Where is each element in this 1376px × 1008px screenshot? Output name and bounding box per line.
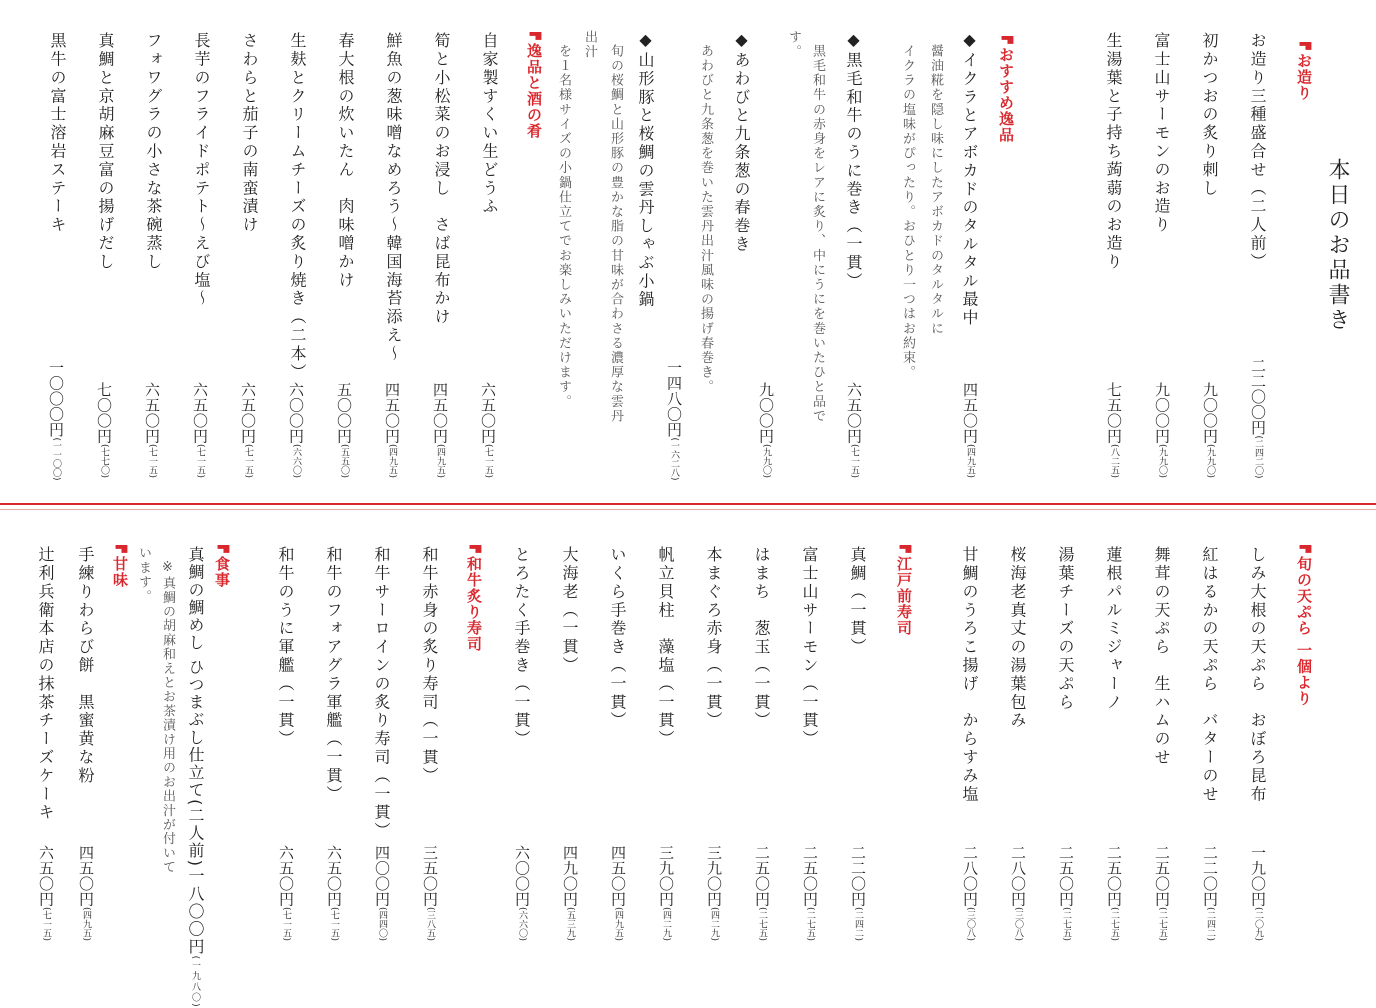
menu-item-desc: あわびと九条葱を巻いた雲丹出汁風味の揚げ春巻き。: [698, 44, 713, 395]
menu-item-price: 六五〇円(七一五): [191, 382, 209, 479]
menu-item-price: 二五〇円(二七五): [1057, 845, 1075, 942]
heading-wagyu: ▛和牛炙り寿司: [465, 545, 483, 652]
menu-item-price: 一〇〇〇円(一一〇〇): [47, 360, 65, 481]
menu-item-price: 二五〇円(二七五): [801, 845, 819, 942]
menu-item-name: 筍と小松菜のお浸し さば昆布かけ: [432, 32, 451, 327]
section-divider: [0, 503, 1376, 505]
menu-item-price: 一四八〇円(一六二八): [665, 360, 683, 481]
flag-icon: ▛: [899, 545, 910, 554]
menu-item-price: 六〇〇円(六六〇): [513, 845, 531, 942]
menu-item-name: 真鯛の鯛めし ひつまぶし仕立て(二人前)一八〇〇円(一九八〇): [186, 546, 205, 1008]
menu-item-price: 二五〇円(二七五): [1105, 845, 1123, 942]
menu-item-name: ◆あわびと九条葱の春巻き: [732, 30, 751, 254]
menu-item-desc: 黒毛和牛の赤身をレアに炙り、中にうにを巻いたひと品で: [810, 44, 825, 424]
menu-item-name: ◆山形豚と桜鯛の雲丹しゃぶ小鍋: [636, 30, 655, 309]
menu-item-name: 蓮根パルミジャーノ: [1104, 546, 1123, 712]
menu-item-price: 九〇〇円(九九〇): [1153, 382, 1171, 479]
heading-edomae: ▛江戸前寿司: [895, 545, 913, 636]
menu-item-name: ◆黒毛和牛のうに巻き（一貫）: [844, 30, 863, 291]
menu-item-price: 四五〇円(四九五): [609, 845, 627, 942]
menu-item-name: 鮮魚の葱味噌なめろう～韓国海苔添え～: [384, 32, 403, 364]
menu-item-name: 初かつおの炙り刺し: [1200, 32, 1219, 198]
menu-item-name: 桜海老真丈の湯葉包み: [1008, 546, 1027, 730]
menu-item-price: 二二〇円(二四二): [1201, 845, 1219, 942]
menu-item-name: 富士山サーモンのお造り: [1152, 32, 1171, 235]
menu-item-desc: 旬の桜鯛と山形豚の豊かな脂の甘味が合わさる濃厚な雲丹: [608, 44, 623, 424]
menu-item-price: 二五〇円(二七五): [1153, 845, 1171, 942]
menu-item-name: 手練りわらび餅 黒蜜黄な粉: [76, 546, 95, 786]
menu-item-name: 舞茸の天ぷら 生ハムのせ: [1152, 546, 1171, 767]
menu-item-name: 生湯葉と子持ち蒟蒻のお造り: [1104, 32, 1123, 272]
menu-item-name: 紅はるかの天ぷら バターのせ: [1200, 546, 1219, 804]
menu-item-price: 六五〇円(七一五): [37, 845, 55, 942]
menu-item-price: 六五〇円(七一五): [277, 845, 295, 942]
menu-item-name: 和牛赤身の炙り寿司（一貫）: [420, 546, 439, 786]
flag-icon: ▛: [1299, 42, 1310, 51]
menu-item-price: 五〇〇円(五五〇): [335, 382, 353, 479]
heading-tempura: ▛旬の天ぷら 一個より: [1295, 545, 1313, 707]
menu-item-price: 六五〇円(七一五): [325, 845, 343, 942]
menu-item-price: 三五〇円(三八五): [421, 845, 439, 942]
menu-item-name: 生麸とクリームチーズの炙り焼き（二本）: [288, 32, 307, 382]
menu-item-price: 二二〇円(二四二): [849, 845, 867, 942]
menu-item-price: 四五〇円(四九五): [431, 382, 449, 479]
menu-item-name: 真鯛（一貫）: [848, 546, 867, 657]
flag-icon: ▛: [217, 545, 228, 554]
menu-item-price: 三九〇円(四二九): [705, 845, 723, 942]
menu-item-note: います。: [136, 546, 151, 605]
flag-icon: ▛: [529, 32, 540, 41]
menu-item-price: 七〇〇円(七七〇): [95, 382, 113, 479]
menu-item-name: とろたく手巻き（一貫）: [512, 546, 531, 749]
menu-item-name: しみ大根の天ぷら おぼろ昆布: [1248, 546, 1267, 804]
menu-item-price: 二二〇〇円(二四二〇): [1249, 358, 1267, 479]
heading-amami: ▛甘味: [111, 545, 129, 588]
section-divider-thin: [0, 509, 1376, 510]
menu-item-price: 六五〇円(七一五): [845, 382, 863, 479]
menu-item-desc: 出汁: [582, 30, 597, 60]
menu-item-price: 一九〇円(二〇九): [1249, 845, 1267, 942]
menu-item-price: 二八〇円(三〇八): [1009, 845, 1027, 942]
menu-item-price: 四九〇円(五三九): [561, 845, 579, 942]
menu-item-desc: を１名様サイズの小鍋仕立てでお楽しみいただけます。: [556, 44, 571, 409]
menu-item-name: 帆立貝柱 藻塩（一貫）: [656, 546, 675, 749]
menu-item-name: 和牛サーロインの炙り寿司（一貫）: [372, 546, 391, 841]
menu-item-name: はまち 葱玉（一貫）: [752, 546, 771, 730]
flag-icon: ▛: [469, 545, 480, 554]
page-title: 本日のお品書き: [1325, 158, 1350, 333]
menu-item-price: 九〇〇円(九九〇): [757, 382, 775, 479]
menu-item-price: 九〇〇円(九九〇): [1201, 382, 1219, 479]
menu-item-name: ◆イクラとアボカドのタルタル最中: [960, 30, 979, 328]
menu-item-price: 六五〇円(七一五): [239, 382, 257, 479]
menu-item-name: 和牛のフォアグラ軍艦（一貫）: [324, 546, 343, 804]
menu-item-name: フォワグラの小さな茶碗蒸し: [144, 32, 163, 272]
menu-item-name: 黒牛の富士溶岩ステーキ: [48, 32, 67, 235]
menu-item-name: 本まぐろ赤身（一貫）: [704, 546, 723, 730]
menu-item-price: 四〇〇円(四四〇): [373, 845, 391, 942]
menu-item-price: 四五〇円(四九五): [77, 845, 95, 942]
menu-item-price: 六五〇円(七一五): [479, 382, 497, 479]
heading-shokuji: ▛食事: [213, 545, 231, 588]
menu-item-price: 三九〇円(四二九): [657, 845, 675, 942]
menu-item-name: 真鯛と京胡麻豆富の揚げだし: [96, 32, 115, 272]
menu-item-price: 六五〇円(七一五): [143, 382, 161, 479]
menu-item-name: お造り三種盛合せ（二人前）: [1248, 32, 1267, 272]
menu-item-desc: イクラの塩味がぴったり。おひとり一つはお約束。: [900, 44, 915, 380]
menu-item-price: 二八〇円(三〇八): [961, 845, 979, 942]
menu-item-name: 辻利兵衛本店の抹茶チーズケーキ: [36, 546, 55, 822]
flag-icon: ▛: [115, 545, 126, 554]
heading-otsukuri: ▛お造り: [1295, 42, 1313, 101]
menu-item-name: いくら手巻き（一貫）: [608, 546, 627, 730]
flag-icon: ▛: [1001, 36, 1012, 45]
menu-item-name: 春大根の炊いたん 肉味噌かけ: [336, 32, 355, 290]
menu-item-name: 湯葉チーズの天ぷら: [1056, 546, 1075, 712]
menu-item-name: 自家製すくい生どうふ: [480, 32, 499, 216]
menu-item-price: 四五〇円(四九五): [383, 382, 401, 479]
menu-item-price: 六〇〇円(六六〇): [287, 382, 305, 479]
menu-item-name: 大海老（一貫）: [560, 546, 579, 675]
flag-icon: ▛: [1299, 545, 1310, 554]
menu-item-price: 七五〇円(八二五): [1105, 382, 1123, 479]
menu-item-name: さわらと茄子の南蛮漬け: [240, 32, 259, 235]
heading-ippin: ▛逸品と酒の肴: [525, 32, 543, 139]
menu-item-desc: す。: [786, 30, 801, 60]
menu-item-price: 四五〇円(四九五): [961, 382, 979, 479]
menu-item-note: ※真鯛の胡麻和えとお茶漬け用のお出汁が付いて: [160, 560, 175, 875]
menu-item-desc: 醤油糀を隠し味にしたアボカドのタルタルに: [928, 44, 943, 336]
menu-item-name: 長芋のフライドポテト～えび塩～: [192, 32, 211, 308]
menu-item-name: 富士山サーモン（一貫）: [800, 546, 819, 749]
heading-osusume: ▛おすすめ逸品: [997, 36, 1015, 143]
menu-item-name: 和牛のうに軍艦（一貫）: [276, 546, 295, 749]
menu-item-price: 二五〇円(二七五): [753, 845, 771, 942]
menu-item-name: 甘鯛のうろこ揚げ からすみ塩: [960, 546, 979, 804]
